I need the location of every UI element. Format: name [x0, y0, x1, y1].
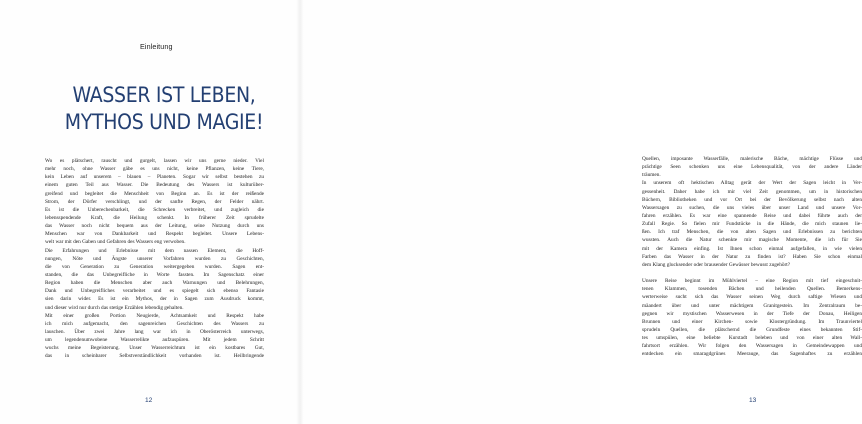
- text-line: wussten. Auch die Natur schenkte mir magische Momente, die ich für Sie: [642, 237, 862, 244]
- text-line: fahren erzählen. Es war eine spannende Reise und dabei führte auch der: [642, 212, 862, 219]
- text-line: Menschen war von Dankbarkeit und Respekt begleitet. Unsere Lebens-: [45, 231, 264, 238]
- text-line: prächtige Seen schenken uns eine Lebensqualität, von der andere Länder: [642, 164, 862, 171]
- text-line: mit der Kamera einfing. Ist Ihnen schon einmal aufgefallen, in wie vielen: [642, 245, 862, 252]
- text-line: greifend und begleitet die Menschheit von Beginn an. Es ist der reißende: [45, 190, 264, 197]
- text-line: ich mich aufgemacht, den sagenreichen Geschichten des Wassers zu: [45, 320, 264, 327]
- text-line: sien darin wider. Es ist ein Mythos, der in Sagen zum Ausdruck kommt,: [45, 296, 264, 303]
- text-line: Brunnen und einer Kirchen- sowie Klostergründung. Im Traunviertel: [642, 318, 862, 325]
- text-line: mäandert über und unter mächtigem Granitgestein. Im Zentralraum be-: [642, 302, 862, 309]
- text-line: Die Erfahrungen und Erlebnisse mit dem nassen Element, die Hoff-: [45, 247, 264, 254]
- text-line: Mit einer großen Portion Neugierde, Achtsamkeit und Respekt habe: [45, 312, 264, 319]
- page-number-right: 13: [749, 397, 757, 404]
- text-line: Region haben die Menschen aber auch Warnungen und Belehrungen,: [45, 280, 264, 287]
- text-line: gegnen wir mystischen Wasserwesen in der Tiefe der Donau, Heiligen: [642, 310, 862, 317]
- text-line: fahrtsort erzählen. Wir folgen den Wassersagen in Gemeindewappen und: [642, 343, 862, 350]
- text-line: tes umspülen, eine beliebte Kurstadt beleben und von einer alten Wall-: [642, 335, 862, 342]
- text-line: Wo es plätschert, rauscht und gurgelt, lassen wir uns gerne nieder. Viel: [45, 158, 264, 164]
- text-line: dem Klang glucksender oder brausender Gewässer bewusst zugehört?: [642, 261, 791, 268]
- page-number-left: 12: [145, 397, 153, 404]
- text-line: gessenheit. Daher habe ich mir viel Zeit genommen, um in historischen: [642, 188, 862, 195]
- section-label: Einleitung: [140, 42, 173, 51]
- text-line: die von Generation zu Generation weitergegeben wurden. Sagen ent-: [45, 263, 264, 270]
- text-line: das in scheinbarer Selbstverständlichkeit vorhanden ist. Heilbringende: [45, 353, 264, 360]
- text-line: das Wasser noch nicht bequem aus der Leitung, seine Nutzung durch uns: [45, 223, 264, 230]
- text-line: werterweise sucht sich das Wasser seinen Weg durch saftige Wiesen und: [642, 294, 862, 301]
- text-line: lebensspendende Kraft, die Heilung schenkt. In früherer Zeit sprudelte: [45, 214, 264, 221]
- chapter-title-line-1: WASSER IST LEBEN,: [72, 83, 256, 107]
- text-line: um legendenumwobene Wasserrelikte aufzuspüren. Mit jedem Schritt: [45, 337, 264, 344]
- text-line: kein Leben auf unserem – blauen – Planeten. Sogar wir selbst bestehen zu: [45, 174, 264, 181]
- text-line: standen, die das Unbegreifliche in Worte fassten. Im Sagenschatz einer: [45, 271, 264, 278]
- chapter-title-line-2: MYTHOS UND MAGIE!: [64, 110, 264, 134]
- text-line: sprudeln Quellen, die plätschernd die Grundfeste eines bekannten Stif-: [642, 326, 862, 333]
- text-line: entdecken ein smaragdgrünes Meeraugе, das Sagenhaftes zu erzählen: [642, 351, 862, 358]
- text-line: einem guten Teil aus Wasser. Die Bedeutung des Wassers ist kulturüber-: [45, 182, 264, 189]
- text-line: Zufall Regie. So fielen mir Fundstücke in die Hände, die mich staunen lie-: [642, 221, 862, 228]
- text-line: ßen. Ich traf Menschen, die von alten Sagen und Erlebnissen zu berichten: [642, 229, 862, 236]
- text-line: Farben das Wasser in der Natur zu finden ist? Haben Sie schon einmal: [642, 253, 862, 260]
- text-line: mehr noch, ohne Wasser gäbe es uns nicht, keine Pflanzen, keine Tiere,: [45, 166, 264, 173]
- text-line: welt war mit den Gaben und Gefahren des Wassers eng verwoben.: [45, 239, 186, 246]
- left-body-text: [45, 157, 264, 361]
- text-line: Es ist die Unberechenbarkeit, die Schrecken verbreitet, und zugleich die: [45, 206, 264, 213]
- paragraph-gap: [642, 269, 862, 277]
- right-body-text: [642, 155, 862, 359]
- left-page: [0, 0, 300, 424]
- text-line: Dank und Unbegreifliches verarbeitet und es spiegelt sich ebenso Fantasie: [45, 288, 264, 295]
- text-line: wuchs meine Begeisterung. Unser Wasserreichtum ist ein kostbares Gut,: [45, 345, 264, 352]
- text-line: In unserem oft hektischen Alltag gerät der Wert der Sagen leicht in Ver-: [642, 180, 862, 187]
- text-line: Strom, der Dörfer verschlingt, und der sanfte Regen, der Felder nährt.: [45, 198, 264, 205]
- text-line: nungen, Nöte und Ängste unserer Vorfahren wurden zu Geschichten,: [45, 255, 264, 262]
- text-line: Wassersagen zu suchen, die uns vieles über unser Land und unsere Vor-: [642, 204, 862, 211]
- text-line: Unsere Reise beginnt im Mühlviertel – eine Region mit tief eingeschnit-: [642, 278, 862, 285]
- text-line: träumen.: [642, 172, 661, 179]
- text-line: Quellen, imposante Wasserfälle, malerische Bäche, mächtige Flüsse und: [642, 156, 862, 162]
- text-line: Büchern, Bibliotheken und vor Ort bei der Bevölkerung selbst nach alten: [642, 196, 862, 203]
- text-line: lauschen. Über zwei Jahre lang war ich in Oberösterreich unterwegs,: [45, 328, 264, 335]
- text-line: und dieser wird nur durch das stetige Erzählen lebendig gehalten.: [45, 304, 184, 311]
- right-page: [300, 0, 862, 424]
- chapter-title: [40, 82, 288, 136]
- text-line: tenen Klammen, tosenden Bächen und heilenden Quellen. Bemerkens-: [642, 286, 862, 293]
